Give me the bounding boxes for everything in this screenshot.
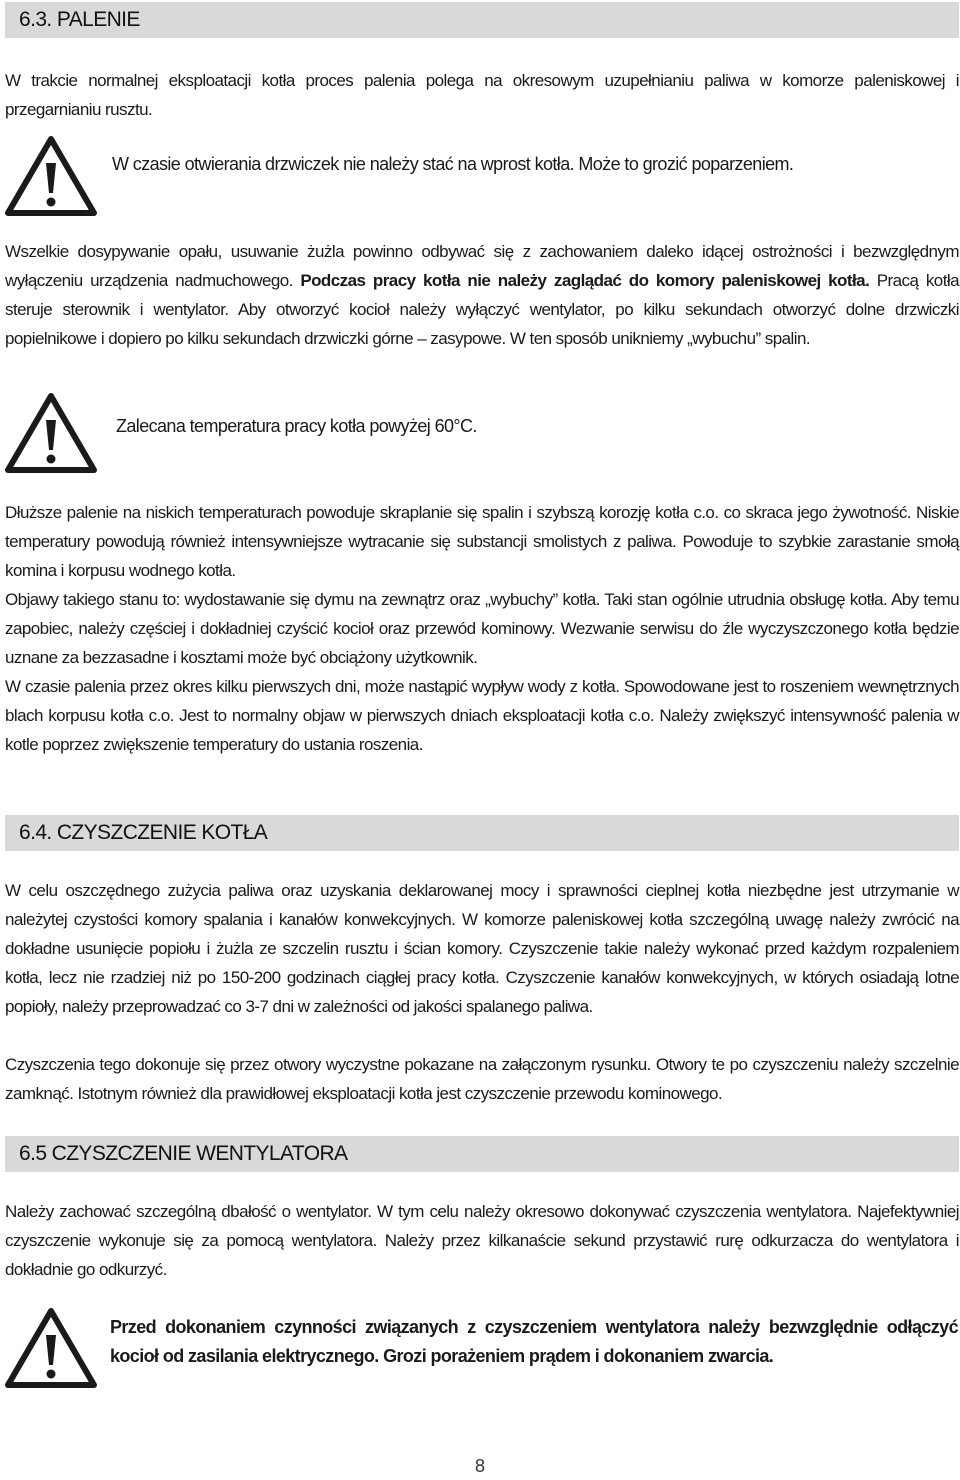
paragraph-fuel-handling-a: Wszelkie dosypywanie opału, usuwanie żużla powinno odbywać się z zachowaniem daleko idącej ostrożności i bezwzględnym wyłączeniu urządzenia nadmuchowego. xyxy=(5,242,959,290)
warning-text-temperature: Zalecana temperatura pracy kotła powyżej 60°C. xyxy=(116,416,477,436)
paragraph-fuel-handling xyxy=(5,237,959,353)
paragraph-cleaning-openings: Czyszczenia tego dokonuje się przez otwory wyczystne pokazane na załączonym rysunku. Otwory te po czyszczeniu należy szczelnie zamknąć. Istotnym również dla prawidłowej eksploatacji kotła jest czyszczenie przewodu kominowego. xyxy=(5,1055,959,1103)
warning-triangle-icon xyxy=(3,390,99,476)
section-title: 6.3. PALENIE xyxy=(19,8,140,31)
paragraph-cleaning-fan: Należy zachować szczególną dbałość o wentylator. W tym celu należy okresowo dokonywać czyszczenia wentylatora. Najefektywniej czyszczenie wykonuje się za pomocą wentylatora. Należy przez kilkanaście sekund przystawić rurę odkurzacza do wentylatora i dokładnie go odkurzyć. xyxy=(5,1202,959,1279)
section-header-cleaning-fan xyxy=(5,1136,959,1172)
warning-triangle-icon xyxy=(3,1305,99,1391)
paragraph-fuel-handling-c: Pracą kotła steruje sterownik i wentylator. Aby otworzyć kocioł należy wyłączyć wentylator, po kilku sekundach otworzyć dolne drzwiczki popielnikowe i dopiero po kilku sekundach drzwiczki górne – zasypowe. W ten sposób unikniemy „wybuchu” spalin. xyxy=(5,271,959,348)
section-header-palenie xyxy=(5,2,959,38)
warning-triangle-icon xyxy=(3,133,99,219)
section-header-cleaning-boiler xyxy=(5,815,959,851)
section-title: 6.4. CZYSZCZENIE KOTŁA xyxy=(19,821,268,844)
paragraph-cleaning-boiler: W celu oszczędnego zużycia paliwa oraz uzyskania deklarowanej mocy i sprawności cieplnej kotła niezbędne jest utrzymanie w należytej czystości komory spalania i kanałów konwekcyjnych. W komorze paleniskowej kotła szczególną uwagę należy zwrócić na dokładne usunięcie popiołu i żużla ze szczelin rusztu i ścian komory. Czyszczenie takie należy wykonać przed każdym rozpaleniem kotła, lecz nie rzadziej niż po 150-200 godzinach ciągłej pracy kotła. Czyszczenie kanałów konwekcyjnych, w których osiadają lotne popioły, należy przeprowadzać co 3-7 dni w zależności od jakości spalanego paliwa. xyxy=(5,881,959,1016)
paragraph-condensation: W czasie palenia przez okres kilku pierwszych dni, może nastąpić wypływ wody z kotła. Spowodowane jest to roszeniem wewnętrznych blach korpusu kotła c.o. Jest to normalny objaw w pierwszych dniach eksploatacji kotła c.o. Należy zwiększyć intensywność palenia w kotle poprzez zwiększenie temperatury do ustania roszenia. xyxy=(5,677,959,754)
warning-text-doors: W czasie otwierania drzwiczek nie należy stać na wprost kotła. Może to grozić poparzeniem. xyxy=(112,154,794,174)
warning-text-electric: Przed dokonaniem czynności związanych z czyszczeniem wentylatora należy bezwzględnie odłączyć kocioł od zasilania elektrycznego. Grozi porażeniem prądem i dokonaniem zwarcia. xyxy=(110,1317,958,1366)
page-number: 8 xyxy=(474,1456,485,1476)
paragraph-intro: W trakcie normalnej eksploatacji kotła proces palenia polega na okresowym uzupełnianiu paliwa w komorze paleniskowej i przegarnianiu rusztu. xyxy=(5,71,959,119)
paragraph-low-temperature: Dłuższe palenie na niskich temperaturach powoduje skraplanie się spalin i szybszą korozję kotła c.o. co skraca jego żywotność. Niskie temperatury powodują również intensywniejsze wytracanie się substancji smolistych z paliwa. Powoduje to szybkie zarastanie smołą komina i korpusu wodnego kotła. xyxy=(5,503,959,580)
paragraph-fuel-handling-bold: Podczas pracy kotła nie należy zaglądać do komory paleniskowej kotła. xyxy=(300,271,870,290)
section-title: 6.5 CZYSZCZENIE WENTYLATORA xyxy=(19,1142,348,1165)
paragraph-symptoms: Objawy takiego stanu to: wydostawanie się dymu na zewnątrz oraz „wybuchy” kotła. Taki stan ogólnie utrudnia obsługę kotła. Aby temu zapobiec, należy częściej i dokładniej czyścić kocioł oraz przewód kominowy. Wezwanie serwisu do źle wyczyszczonego kotła będzie uznane za bezzasadne i kosztami może być obciążony użytkownik. xyxy=(5,590,959,667)
